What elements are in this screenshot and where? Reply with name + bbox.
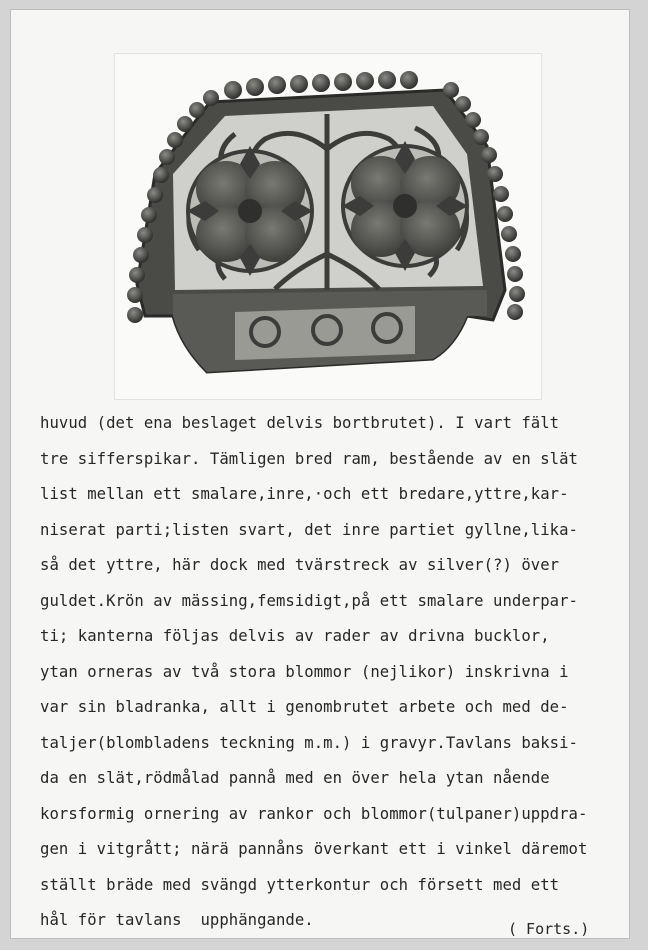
- text-line: var sin bladranka, allt i genombrutet arbete och med de-: [40, 698, 569, 716]
- text-line: list mellan ett smalare,inre,·och ett bredare,yttre,kar-: [40, 485, 569, 503]
- typewritten-text: [40, 411, 640, 944]
- text-line: huvud (det ena beslaget delvis bortbrutet). I vart fält: [40, 414, 560, 432]
- text-line: så det yttre, här dock med tvärstreck av silver(?) över: [40, 556, 560, 574]
- crest-photograph: [114, 53, 542, 400]
- continuation-note: ( Forts.): [508, 920, 590, 938]
- text-line: niserat parti;listen svart, det inre partiet gyllne,lika-: [40, 520, 578, 539]
- archive-card: [10, 9, 630, 939]
- text-line: taljer(blombladens teckning m.m.) i gravyr.Tavlans baksi-: [40, 733, 578, 752]
- text-line: da en slät,rödmålad pannå med en över hela ytan nående: [40, 769, 550, 787]
- text-line: hål för tavlans upphängande.: [40, 911, 314, 929]
- text-line: ställt bräde med svängd ytterkontur och försett med ett: [40, 875, 560, 894]
- text-line: guldet.Krön av mässing,femsidigt,på ett smalare underpar-: [40, 591, 578, 610]
- text-line: korsformig ornering av rankor och blommor(tulpaner)uppdra-: [40, 804, 588, 823]
- text-line: ytan orneras av två stora blommor (nejlikor) inskrivna i: [40, 662, 569, 681]
- text-line: gen i vitgrått; närä pannåns överkant ett i vinkel däremot: [40, 840, 588, 858]
- text-line: ti; kanterna följas delvis av rader av drivna bucklor,: [40, 627, 550, 645]
- text-line: tre sifferspikar. Tämligen bred ram, bestående av en slät: [40, 449, 578, 468]
